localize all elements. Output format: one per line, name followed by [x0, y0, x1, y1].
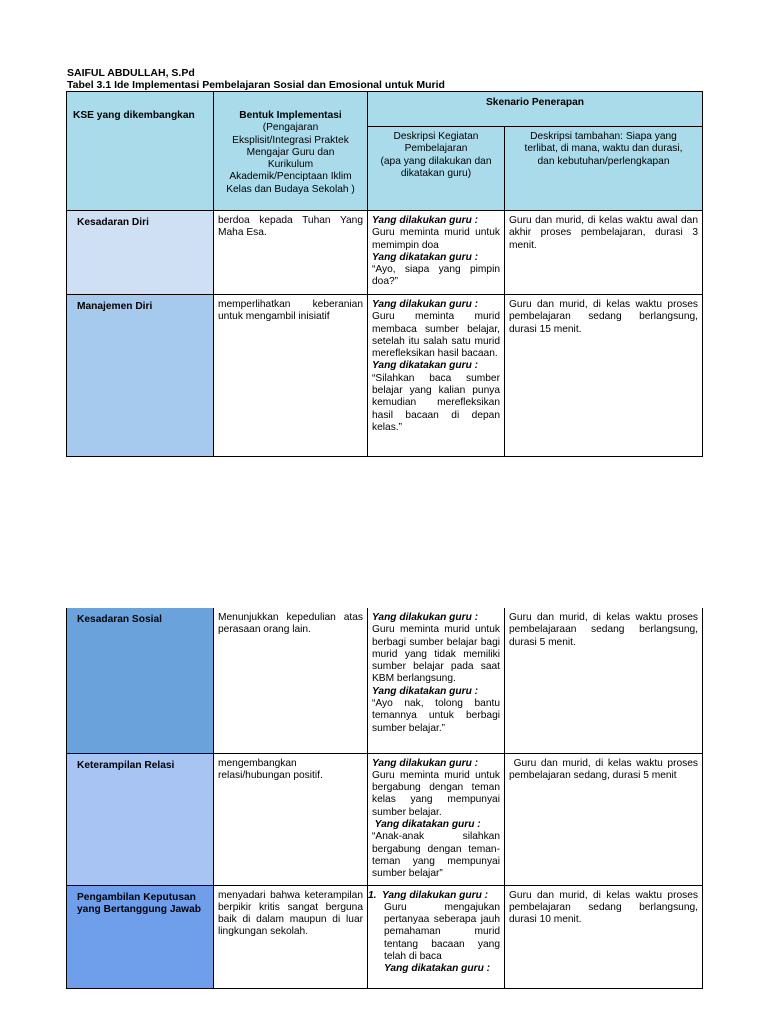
bentuk-text: berdoa kepada Tuhan Yang Maha Esa.: [218, 215, 363, 239]
tambahan-text: Guru dan murid, di kelas waktu proses pembelajaran sedang, durasi 5 menit: [509, 757, 701, 781]
bentuk-cell: [214, 608, 368, 753]
table-row: [67, 295, 703, 457]
kse-label: Keterampilan Relasi: [77, 759, 175, 771]
bentuk-text: mengembangkan relasi/hubungan positif.: [218, 757, 323, 781]
table-title: Tabel 3.1 Ide Implementasi Pembelajaran Sosial dan Emosional untuk Murid: [67, 79, 445, 91]
dikatakan-label: Yang dikatakan guru :: [384, 963, 491, 975]
tambahan-cell: [505, 211, 703, 295]
bentuk-text: Menunjukkan kepedulian atas perasaan orang lain.: [218, 612, 363, 636]
header-tambahan: [505, 127, 703, 211]
dilakukan-label: Yang dilakukan guru :: [372, 215, 479, 226]
bentuk-text: memperlihatkan keberanian untuk mengambil inisiatif: [218, 299, 363, 323]
tambahan-text: Guru dan murid, di kelas waktu awal dan akhir proses pembelajaran, durasi 3 menit.: [509, 215, 698, 251]
tambahan-text: Guru dan murid, di kelas waktu proses pembelajaraan sedang berlangsung, durasi 5 menit.: [509, 612, 698, 648]
tambahan-text: Guru dan murid, di kelas waktu proses pembelajaran sedang berlangsung, durasi 10 menit.: [509, 889, 698, 926]
dikatakan-text: “Ayo, siapa yang pimpin doa?”: [372, 264, 500, 288]
deskripsi-cell: [368, 753, 505, 885]
dilakukan-text: Guru meminta murid untuk berbagi sumber belajar bagi murid yang tidak memiliki sumber belajar pada saat KBM berlangsung.: [372, 624, 500, 685]
bentuk-text: menyadari bahwa keterampilan berpikir kritis sangat berguna baik di dalam maupun di luar lingkungan sekolah.: [218, 889, 363, 938]
header-bentuk: [214, 92, 368, 211]
dikatakan-label: Yang dikatakan guru :: [372, 251, 479, 263]
header-kse-label: KSE yang dikembangkan: [73, 110, 195, 121]
header-skenario-label: Skenario Penerapan: [486, 97, 584, 108]
dilakukan-text: Guru meminta murid membaca sumber belajar, setelah itu salah satu murid merefleksikan hasil bacaan.: [372, 311, 500, 360]
bentuk-cell: [214, 753, 368, 885]
dilakukan-text: Guru meminta murid untuk memimpin doa: [372, 227, 500, 251]
dikatakan-label: Yang dikatakan guru :: [372, 685, 479, 697]
kse-cell: [67, 608, 214, 753]
kse-label: Kesadaran Diri: [77, 217, 149, 228]
dikatakan-label: Yang dikatakan guru :: [372, 818, 481, 830]
header-bentuk-sub: (Pengajaran Eksplisit/Integrasi Praktek Mengajar Guru dan Kurikulum Akademik/Penciptaan Iklim Kelas dan Budaya Sekolah ): [226, 122, 355, 195]
dikatakan-text: “Silahkan baca sumber belajar yang kalian punya kemudian merefleksikan hasil bacaan di depan kelas.”: [372, 372, 500, 433]
header-tambahan-label: Deskripsi tambahan: Siapa yang terlibat, di mana, waktu dan durasi, dan kebutuhan/perlengkapan: [524, 131, 683, 167]
header-skenario: [368, 92, 703, 127]
deskripsi-cell: [368, 211, 505, 295]
dilakukan-label: Yang dilakukan guru :: [372, 612, 479, 623]
header-kse: [67, 92, 214, 211]
tambahan-cell: [505, 885, 703, 988]
dilakukan-text: Guru meminta murid untuk bergabung dengan teman kelas yang mempunyai sumber belajar.: [372, 769, 500, 818]
kse-label: Kesadaran Sosial: [77, 614, 162, 625]
dilakukan-label: 1. Yang dilakukan guru :: [368, 889, 489, 901]
header-deskripsi-label: Deskripsi Kegiatan Pembelajaran (apa yang dilakukan dan dikatakan guru): [380, 131, 492, 179]
dilakukan-label: Yang dilakukan guru :: [372, 757, 479, 769]
kse-label: Manajemen Diri: [77, 301, 153, 312]
header-deskripsi: [368, 127, 505, 211]
kse-cell: [67, 295, 214, 457]
dilakukan-text: Guru mengajukan pertanyaa seberapa jauh pemahaman murid tentang bacaan yang telah di baca: [384, 901, 500, 962]
dikatakan-label: Yang dikatakan guru :: [372, 360, 479, 372]
bentuk-cell: [214, 885, 368, 988]
tambahan-cell: [505, 608, 703, 753]
bentuk-cell: [214, 211, 368, 295]
tambahan-cell: [505, 753, 703, 885]
dilakukan-label: Yang dilakukan guru :: [372, 299, 479, 310]
table-row: [67, 885, 703, 988]
kse-cell: [67, 753, 214, 885]
kse-label: Pengambilan Keputusan yang Bertanggung Jawab: [77, 891, 201, 915]
implementation-table-part-1: [66, 91, 703, 457]
deskripsi-cell: [368, 885, 505, 988]
table-row: [67, 211, 703, 295]
table-row: [67, 753, 703, 885]
deskripsi-cell: [368, 608, 505, 753]
table-row: [67, 608, 703, 753]
deskripsi-cell: [368, 295, 505, 457]
tambahan-cell: [505, 295, 703, 457]
tambahan-text: Guru dan murid, di kelas waktu proses pembelajaran sedang berlangsung, durasi 15 menit.: [509, 299, 698, 335]
dikatakan-text: “Anak-anak silahkan bergabung dengan teman-teman yang mempunyai sumber belajar”: [372, 831, 500, 880]
dikatakan-text: “Ayo nak, tolong bantu temannya untuk berbagi sumber belajar.”: [372, 698, 500, 734]
kse-cell: [67, 885, 214, 988]
kse-cell: [67, 211, 214, 295]
bentuk-cell: [214, 295, 368, 457]
author-name: SAIFUL ABDULLAH, S.Pd: [67, 67, 195, 79]
implementation-table-part-2: [66, 608, 703, 989]
header-bentuk-title: Bentuk Implementasi: [239, 110, 342, 121]
